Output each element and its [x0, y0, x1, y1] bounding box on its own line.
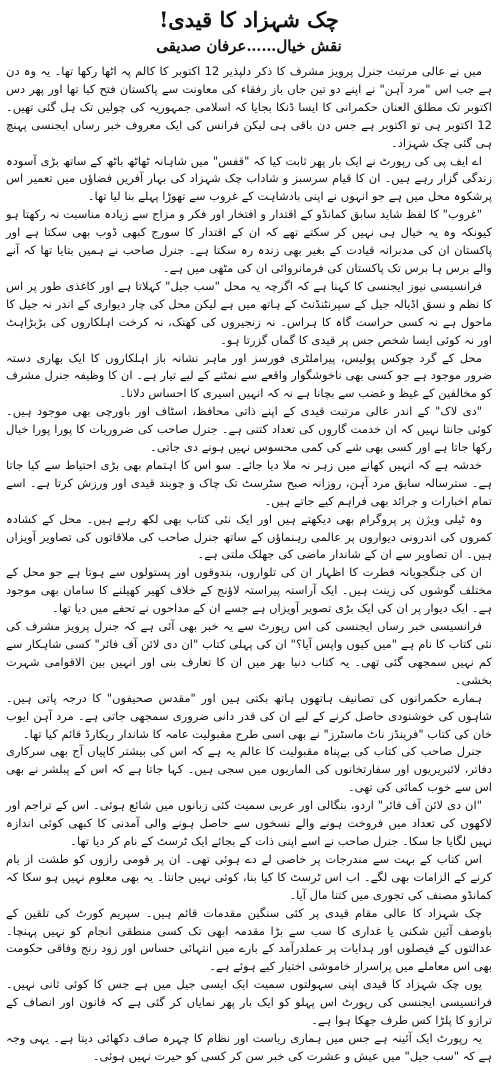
- article-paragraph: "ان دی لائن آف فائر" اردو، بنگالی اور عربی سمیت کئی زبانوں میں شائع ہوئی۔ اس کے تراجم اور لاکھوں کی تعداد میں فروخت ہونے والے نسخوں سے حاصل ہونے والی آمدنی کا کبھی کوئی اندازہ نہیں لگایا جا سکا۔ جنرل صاحب نے اسے اپنی ذات کے بجائے ایک ٹرسٹ کے نام کر دیا تھا۔: [6, 798, 492, 848]
- article-title: چک شہزاد کا قیدی!: [159, 7, 339, 32]
- article-paragraph: محل کے گرد چوکس پولیس، پیراملٹری فورسز اور ماہر نشانہ باز اہلکاروں کا ایک بھاری دستہ ضرور موجود ہے جو کسی بھی ناخوشگوار واقعے سے نمٹنے کے لیے تیار ہے۔ ان کا وظیفہ جنرل مشرف کو مخالفین کے غیظ و غضب سے بچانا ہے نہ کہ انہیں اسیری کا احساس دلانا۔: [6, 350, 492, 401]
- article-paragraph: چک شہزاد کا عالی مقام قیدی پر کئی سنگین مقدمات قائم ہیں۔ سپریم کورٹ کی تلقین کے باوصف آئین شکنی یا غداری کا سب سے بڑا مقدمہ ابھی تک کسی منطقی انجام کو نہیں پہنچا۔ عدالتوں کے فیصلوں اور ہدایات پر عملدرآمد کے بارے میں انتہائی حساس اور زود رنج وفاقی حکومت بھی اس معاملے میں پراسرار خاموشی اختیار کیے ہوئے ہے۔: [6, 905, 492, 974]
- article-paragraph: اس کتاب کے بہت سے مندرجات پر خاصی لے دے ہوئی تھی۔ ان پر قومی رازوں کو طشت از بام کرنے کے الزامات بھی لگے۔ اب اس ٹرسٹ کا کیا بنا، کوئی نہیں جانتا۔ یہ بھی معلوم نہیں ہو سکا کہ کمانڈو مصنف کی تجوری میں کتنا مال آیا۔: [6, 851, 492, 902]
- article-paragraph: فرانسیسی نیوز ایجنسی کا کہنا ہے کہ اگرچہ یہ محل "سب جیل" کہلاتا ہے اور کاغذی طور پر اس کا نظم و نسق اڈیالہ جیل کے سپرنٹنڈنٹ کے ہاتھ میں ہے لیکن محل کی چار دیواری کے اندر نہ جیل کا ماحول ہے نہ کسی حراست گاہ کا ہراس۔ نہ زنجیروں کی کھنک، نہ کرخت اہلکاروں کی بڑبڑاہٹ اور نہ کوئی ایسا شخص جس پر قیدی کا گماں گزرتا ہو۔: [6, 278, 492, 347]
- article-paragraph: "دی لاک" کے اندر عالی مرتبت قیدی کے اپنے ذاتی محافظ، اسٹاف اور باورچی بھی موجود ہیں۔ کوئی جانتا نہیں کہ ان خدمت گاروں کی تعداد کتنی ہے۔ جنرل صاحب کی ضروریات کا پورا پورا خیال رکھا جاتا ہے اور کسی بھی شے کی کمی محسوس نہیں ہونے دی جاتی۔: [6, 404, 492, 455]
- article-body: [6, 63, 492, 1066]
- article-paragraph: یہ رپورٹ ایک آئینہ ہے جس میں ہماری ریاست اور نظام کا چہرہ صاف دکھائی دیتا ہے۔ یہی وجہ ہے کہ "سب جیل" میں عیش و عشرت کی خبر سن کر کسی کو حیرت نہیں ہوئی۔: [6, 1030, 492, 1063]
- article-paragraph: جنرل صاحب کی کتاب کی بےپناہ مقبولیت کا عالم یہ ہے کہ اس کی بیشتر کاپیاں آج بھی سرکاری دفاتر، لائبریریوں اور سفارتخانوں کی الماریوں میں سجی ہیں۔ کہا جاتا ہے کہ اس کے پبلشر نے بھی اس سے خوب کمائی کی تھی۔: [6, 744, 492, 795]
- article-paragraph: ان کی جنگجویانہ فطرت کا اظہار ان کی تلواروں، بندوقوں اور پستولوں سے ہوتا ہے جو محل کے مختلف گوشوں کی زینت ہیں۔ ایک آراستہ پیراستہ لاؤنج کے خلاف کھیر کھیلنے کا سامان بھی موجود ہے۔ ایک دیوار پر ان کی ایک بڑی تصویر آویزاں ہے جسے ان کے مداحوں نے تحفے میں دیا تھا۔: [6, 565, 492, 616]
- article-paragraph: اے ایف پی کی رپورٹ نے ایک بار پھر ثابت کیا کہ "قفس" میں شاہانہ ٹھاٹھ باٹھ کے ساتھ بڑی آسودہ زندگی گزار رہے ہیں۔ ان کا قیام سرسبز و شاداب چک شہزاد کی بہار آفریں فضاؤں میں تعمیر اس پرشکوہ محل میں ہے جو انہوں نے اپنی بادشاہت کے غروب سے تھوڑا پہلے بنا لیا تھا۔: [6, 153, 492, 204]
- article-paragraph: میں نے عالی مرتبت جنرل پرویز مشرف کا ذکر دلپذیر 12 اکتوبر کا کالم پہ اٹھا رکھا تھا۔ یہ وہ دن ہے جب اس "مرد آہن" نے اپنے دو تین جاں باز رفقاء کی معاونت سے پاکستان فتح کیا تھا اور پھر دس اکتوبر تک مطلق العنان حکمرانی کا ایسا ڈنکا بجایا کہ اسلامی جمہوریہ کی چولیں تک ہل گئی تھیں۔ 12 اکتوبر ہی تو اکتوبر ہے جس دن باقی ہی لیکن فرانس کی ایک معروف خبر رساں ایجنسی پہنچ ہی گئی چک شہزاد۔: [6, 64, 492, 150]
- article-paragraph: فرانسیسی خبر رساں ایجنسی کی اس رپورٹ سے یہ خبر بھی آئی ہے کہ جنرل پرویز مشرف کی نئی کتاب کا نام ہے "میں کیوں واپس آیا؟" ان کی پہلی کتاب "ان دی لائن آف فائر" کسی شاہکار سے کم نہیں سمجھی گئی تھی۔ یہ کتاب دنیا بھر میں ان کا تعارف بنی اور انہیں بین الاقوامی شہرت بخشی۔: [6, 619, 492, 687]
- article-byline: نقش خیال……عرفان صدیقی: [156, 37, 342, 55]
- article-paragraph: "غروب" کا لفظ شاید سابق کمانڈو کے اقتدار و افتخار اور فکر و مزاج سے زیادہ مناسبت نہ رکھتا ہو کیونکہ وہ یہ خیال ہی نہیں کر سکتے تھے کہ ان کے اقتدار کا سورج کبھی ڈوب بھی سکتا ہے اور پاکستان ان کی مدبرانہ قیادت کے بغیر بھی زندہ رہ سکتا ہے۔ جنرل صاحب نے ہمیں بتایا تھا کہ آنے والے برس ہا برس تک پاکستان کی فرمانروائی ان کی مٹھی میں ہے۔: [6, 207, 492, 275]
- article-paragraph: یوں چک شہزاد کا قیدی اپنی سہولتوں سمیت ایک ایسی جیل میں ہے جس کا کوئی ثانی نہیں۔ فرانسیسی ایجنسی کی رپورٹ اس پہلو کو ایک بار پھر نمایاں کر گئی ہے کہ قانون اور انصاف کے ترازو کا پلڑا کس طرف جھکا ہوا ہے۔: [6, 977, 492, 1028]
- article-paragraph: خدشہ ہے کہ انہیں کھانے میں زہر نہ ملا دیا جائے۔ سو اس کا اہتمام بھی بڑی احتیاط سے کیا جاتا ہے۔ سترسالہ سابق مرد آہن، روزانہ صبح سٹرسٹ تک چاک و چوبند قیدی اور ورزش کرتا ہے۔ اسے تمام اخبارات و جرائد بھی فراہم کیے جاتے ہیں۔: [6, 457, 492, 508]
- article-paragraph: ہمارے حکمرانوں کی تصانیف ہاتھوں ہاتھ بکتی ہیں اور "مقدس صحیفوں" کا درجہ پاتی ہیں۔ شاہوں کی خوشنودی حاصل کرنے کے لیے ان کی قدر دانی ضروری سمجھی جاتی ہے۔ مرد آہن ایوب خان کی کتاب "فرینڈز ناٹ ماسٹرز" نے بھی اسی طرح مقبولیت عامہ کا شاندار ریکارڈ قائم کیا تھا۔: [6, 690, 492, 741]
- article-paragraph: وہ ٹیلی ویژن پر پروگرام بھی دیکھتے ہیں اور ایک نئی کتاب بھی لکھ رہے ہیں۔ محل کے کشادہ کمروں کی اندرونی دیواروں پر عالمی رہنماؤں کے ساتھ جنرل صاحب کی ملاقاتوں کی تصاویر آویزاں ہیں۔ ان تصاویر سے ان کے شاندار ماضی کی جھلک ملتی ہے۔: [6, 511, 492, 562]
